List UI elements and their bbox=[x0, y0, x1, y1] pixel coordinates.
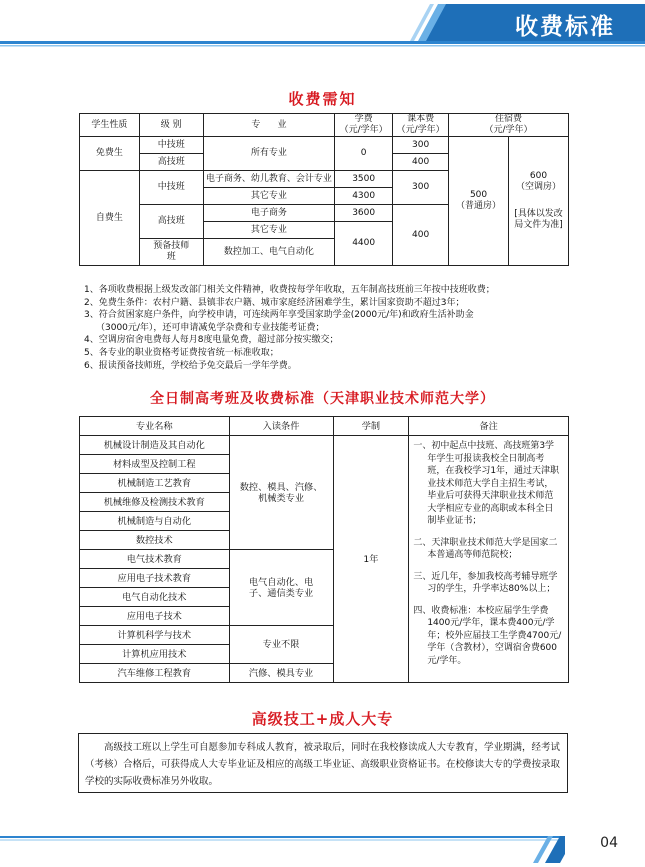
col-student-type: 学生性质 bbox=[80, 114, 140, 137]
level-zhongji: 中技班 bbox=[139, 137, 203, 154]
fee-notice-title: 收费需知 bbox=[288, 90, 357, 108]
fee-table bbox=[79, 113, 569, 266]
condition-elec: 电气自动化、电 子、通信类专业 bbox=[229, 550, 333, 626]
level-gaoji: 高技班 bbox=[139, 154, 203, 171]
major-name: 材料成型及控制工程 bbox=[80, 455, 230, 474]
col-textbook: 课本费 （元/学年） bbox=[393, 114, 449, 137]
type-free: 免费生 bbox=[80, 137, 140, 171]
col-level: 级 别 bbox=[139, 114, 203, 137]
level-yubei: 预备技师班 bbox=[139, 239, 203, 266]
col-condition: 入读条件 bbox=[229, 417, 333, 436]
page-number: 04 bbox=[600, 835, 618, 851]
tuition-4300: 4300 bbox=[335, 188, 393, 205]
major-name: 电气自动化技术 bbox=[80, 588, 230, 607]
col-tuition: 学费 （元/学年） bbox=[335, 114, 393, 137]
dorm-ac bbox=[509, 137, 569, 266]
note-item: 4、空调房宿舍电费每人每月8度电量免费，超过部分按实缴交； bbox=[84, 335, 339, 346]
major-name: 应用电子技术教育 bbox=[80, 569, 230, 588]
note-item: 6、报读预备技师班，学校给予免交最后一学年学费。 bbox=[84, 360, 297, 371]
major-ec-kids-acct: 电子商务、幼儿教育、会计专业 bbox=[203, 171, 335, 188]
major-other-2: 其它专业 bbox=[203, 222, 335, 239]
note-item: 5、各专业的职业资格考证费按省统一标准收取； bbox=[84, 347, 279, 358]
major-name: 机械制造工艺教育 bbox=[80, 474, 230, 493]
header-band bbox=[0, 0, 645, 52]
major-name: 电气技术教育 bbox=[80, 550, 230, 569]
fee-table-header bbox=[80, 114, 569, 137]
note-item: 1、各项收费根据上级发改部门相关文件精神，收费按每学年收取，五年制高技班前三年按中技班收费； bbox=[84, 285, 495, 295]
major-name: 应用电子技术 bbox=[80, 607, 230, 626]
level-gaoji-self: 高技班 bbox=[139, 205, 203, 239]
tuition-3600: 3600 bbox=[335, 205, 393, 222]
footer-stripes-graphic bbox=[0, 832, 645, 863]
tuition-zero: 0 bbox=[335, 137, 393, 171]
adult-edu-title: 高级技工+成人大专 bbox=[251, 710, 394, 728]
major-other-1: 其它专业 bbox=[203, 188, 335, 205]
dorm-note: [具体以发改 局文件为准] bbox=[514, 209, 563, 230]
fee-row bbox=[80, 137, 569, 154]
col-years: 学制 bbox=[333, 417, 409, 436]
tuition-3500: 3500 bbox=[335, 171, 393, 188]
note-item: 2、免费生条件：农村户籍、县镇非农户籍、城市家庭经济困难学生，累计国家资助不超过3年； bbox=[84, 297, 465, 308]
remark-item: 二、天津职业技术师范大学是国家二本普通高等师范院校； bbox=[413, 537, 558, 560]
textbook-300a: 300 bbox=[393, 137, 449, 154]
major-all: 所有专业 bbox=[203, 137, 335, 171]
col-major: 专 业 bbox=[203, 114, 335, 137]
condition-mech: 数控、模具、汽修、 机械类专业 bbox=[229, 436, 333, 550]
major-name: 计算机应用技术 bbox=[80, 645, 230, 664]
major-name: 机械设计制造及其自动化 bbox=[80, 436, 230, 455]
condition-none: 专业不限 bbox=[229, 626, 333, 664]
major-name: 数控技术 bbox=[80, 531, 230, 550]
col-dorm: 住宿费 （元/学年） bbox=[449, 114, 569, 137]
footer-band bbox=[0, 832, 645, 863]
fee-notes bbox=[84, 284, 584, 372]
major-name: 计算机科学与技术 bbox=[80, 626, 230, 645]
remark-item: 三、近几年，参加我校高考辅导班学习的学生，升学率达80%以上； bbox=[413, 571, 558, 594]
remark-item: 一、初中起点中技班、高技班第3学年学生可报读我校全日制高考班，在我校学习1年，通过天津职业技术师范大学自主招生考试，毕业后可获得天津职业技术师范大学相应专业的高职或本科全日制毕业证书； bbox=[413, 441, 560, 526]
remark-item: 四、收费标准：本校应届学生学费1400元/学年，课本费400元/学年；校外应届技工生学费4700元/学年（含教材），空调宿舍费600元/学年。 bbox=[413, 605, 562, 666]
major-name: 机械维修及检测技术教育 bbox=[80, 493, 230, 512]
header-title: 收费标准 bbox=[515, 14, 615, 40]
note-item: （3000元/年），还可申请减免学杂费和专业技能考证费； bbox=[96, 322, 325, 333]
years-value: 1年 bbox=[333, 436, 409, 683]
textbook-300b: 300 bbox=[393, 171, 449, 205]
condition-auto: 汽修、模具专业 bbox=[229, 664, 333, 683]
major-name: 机械制造与自动化 bbox=[80, 512, 230, 531]
adult-edu-box bbox=[78, 733, 568, 793]
col-remark: 备注 bbox=[409, 417, 569, 436]
type-self: 自费生 bbox=[80, 171, 140, 266]
major-ecommerce: 电子商务 bbox=[203, 205, 335, 222]
level-zhongji-self: 中技班 bbox=[139, 171, 203, 205]
major-nc-elec: 数控加工、电气自动化 bbox=[203, 239, 335, 266]
textbook-400b: 400 bbox=[393, 205, 449, 266]
remarks-cell bbox=[409, 436, 569, 683]
col-major-name: 专业名称 bbox=[80, 417, 230, 436]
note-item: 3、符合贫困家庭户条件，向学校申请，可连续两年享受国家助学金(2000元/年)和政府生活补助金 bbox=[84, 310, 474, 321]
dorm-normal: 500 （普通房） bbox=[449, 137, 509, 266]
gaokao-table-header bbox=[80, 417, 569, 436]
adult-edu-text: 高级技工班以上学生可自愿参加专科成人教育，被录取后，同时在我校修读成人大专教育，学业期满，经考试（考核）合格后，可获得成人大专毕业证及相应的高级工毕业证、高级职业资格证书。在校修读大专的学费按录取学校的实际收费标准另外收取。 bbox=[85, 742, 561, 787]
table-row bbox=[80, 436, 569, 455]
gaokao-table bbox=[79, 416, 569, 683]
gaokao-title: 全日制高考班及收费标准（天津职业技术师范大学） bbox=[150, 391, 495, 407]
textbook-400a: 400 bbox=[393, 154, 449, 171]
tuition-4400: 4400 bbox=[335, 222, 393, 266]
major-name: 汽车维修工程教育 bbox=[80, 664, 230, 683]
dorm-ac-price: 600 （空调房） bbox=[515, 171, 561, 192]
